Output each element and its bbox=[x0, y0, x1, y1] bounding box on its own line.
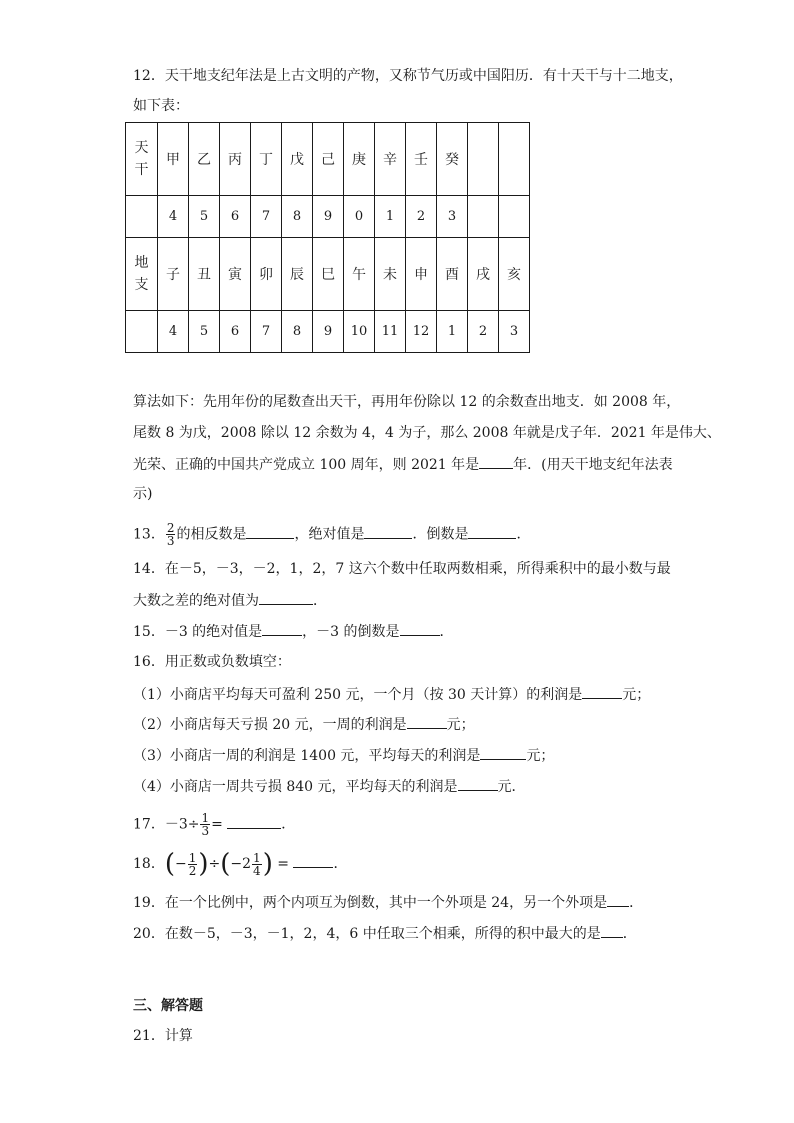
table-cell: 4 bbox=[158, 196, 189, 238]
q17-text: 17．－3÷ bbox=[133, 816, 200, 833]
q15-text: ． bbox=[439, 624, 454, 640]
q14-line-2 bbox=[133, 590, 327, 611]
section-heading: 三、解答题 bbox=[133, 998, 203, 1014]
q12-algo-3b: 年．(用天干地支纪年法表 bbox=[513, 457, 673, 473]
table-cell: 11 bbox=[375, 311, 406, 353]
q12-algo-line-4: 示) bbox=[133, 486, 153, 502]
fraction-denominator: 2 bbox=[188, 863, 197, 878]
table-cell: 丑 bbox=[189, 238, 220, 311]
fraction-denominator: 4 bbox=[253, 863, 261, 878]
table-cell-empty bbox=[126, 311, 158, 353]
paren: ) bbox=[198, 849, 209, 879]
paren: ( bbox=[164, 849, 175, 879]
table-cell: 2 bbox=[406, 196, 437, 238]
tiangan-label-2: 干 bbox=[134, 162, 149, 178]
answer-blank[interactable] bbox=[479, 454, 513, 469]
fraction bbox=[166, 522, 176, 547]
table-cell: 庚 bbox=[344, 123, 375, 196]
table-cell: 癸 bbox=[437, 123, 468, 196]
q20-text: ． bbox=[622, 926, 637, 942]
answer-blank[interactable] bbox=[407, 714, 447, 729]
table-cell: 己 bbox=[313, 123, 344, 196]
table-cell: 卯 bbox=[251, 238, 282, 311]
table-cell: 6 bbox=[220, 196, 251, 238]
table-cell: 戊 bbox=[282, 123, 313, 196]
table-cell: 丙 bbox=[220, 123, 251, 196]
fraction bbox=[200, 812, 210, 837]
table-cell: 10 bbox=[344, 311, 375, 353]
fraction-numerator: 2 bbox=[166, 521, 175, 535]
answer-blank[interactable] bbox=[607, 892, 629, 907]
paren: ) bbox=[262, 849, 273, 879]
answer-blank[interactable] bbox=[259, 590, 313, 605]
table-cell: 2 bbox=[468, 311, 499, 353]
table-cell: 巳 bbox=[313, 238, 344, 311]
q13-text: ．倒数是 bbox=[412, 526, 469, 543]
answer-blank[interactable] bbox=[458, 776, 498, 791]
q15-text: ，－3 的倒数是 bbox=[302, 624, 400, 640]
table-cell: 寅 bbox=[220, 238, 251, 311]
table-cell: 9 bbox=[313, 311, 344, 353]
fraction-numerator: 1 bbox=[201, 811, 210, 825]
dizhi-row bbox=[126, 238, 530, 311]
tiangan-label-1: 天 bbox=[134, 140, 149, 156]
q20-text: 20．在数－5，－3，－1，2，4，6 中任取三个相乘，所得的积中最大的是 bbox=[133, 926, 601, 942]
q16-item-unit: 元； bbox=[446, 717, 475, 733]
table-cell: 3 bbox=[437, 196, 468, 238]
table-cell: 壬 bbox=[406, 123, 437, 196]
q16-item-unit: 元． bbox=[497, 779, 526, 795]
table-cell bbox=[499, 196, 530, 238]
table-cell: 子 bbox=[158, 238, 189, 311]
minus-sign: − bbox=[174, 856, 187, 872]
fraction-numerator: 1 bbox=[253, 850, 261, 865]
q13-text: 的相反数是 bbox=[176, 526, 247, 543]
answer-blank[interactable] bbox=[468, 524, 516, 539]
table-cell bbox=[468, 196, 499, 238]
q13-text: ，绝对值是 bbox=[294, 526, 365, 543]
table-cell: 乙 bbox=[189, 123, 220, 196]
table-cell: 未 bbox=[375, 238, 406, 311]
fraction-denominator: 3 bbox=[201, 824, 210, 838]
fraction-denominator: 3 bbox=[166, 534, 175, 548]
table-cell: 0 bbox=[344, 196, 375, 238]
q18-num: 18． bbox=[133, 856, 165, 872]
equals-sign: = bbox=[277, 856, 290, 872]
q15-text: 15．－3 的绝对值是 bbox=[133, 624, 263, 640]
q13-line bbox=[133, 522, 530, 547]
q14-text: ． bbox=[313, 593, 327, 609]
answer-blank[interactable] bbox=[293, 853, 333, 868]
tiangan-label bbox=[126, 123, 158, 196]
answer-blank[interactable] bbox=[262, 621, 302, 636]
q17-text: ． bbox=[281, 816, 296, 833]
table-cell: 亥 bbox=[499, 238, 530, 311]
q16-title: 16．用正数或负数填空： bbox=[133, 654, 291, 670]
q19-text: ． bbox=[629, 895, 644, 911]
dizhi-label-1: 地 bbox=[134, 255, 149, 271]
q12-algo-line-2: 尾数 8 为戊，2008 除以 12 余数为 4，4 为子，那么 2008 年就是戊子年．2021 年是伟大、 bbox=[133, 425, 721, 441]
table-cell: 4 bbox=[158, 311, 189, 353]
answer-blank[interactable] bbox=[480, 745, 526, 760]
q20-line bbox=[133, 923, 637, 944]
table-cell: 3 bbox=[499, 311, 530, 353]
q12-algo-3a: 光荣、正确的中国共产党成立 100 周年，则 2021 年是 bbox=[133, 457, 480, 473]
q14-line-1: 14．在－5，－3，－2，1，2，7 这六个数中任取两数相乘，所得乘积中的最小数与最 bbox=[133, 561, 671, 577]
q16-item bbox=[133, 684, 650, 705]
q12-text-line-1: 12．天干地支纪年法是上古文明的产物，又称节气历或中国阳历．有十天干与十二地支， bbox=[133, 68, 683, 84]
table-cell: 7 bbox=[251, 311, 282, 353]
q21-line: 21．计算 bbox=[133, 1028, 193, 1044]
table-cell: 午 bbox=[344, 238, 375, 311]
dizhi-label-2: 支 bbox=[134, 277, 149, 293]
table-cell: 6 bbox=[220, 311, 251, 353]
table-cell: 丁 bbox=[251, 123, 282, 196]
table-cell: 5 bbox=[189, 196, 220, 238]
answer-blank[interactable] bbox=[246, 524, 294, 539]
q16-item-unit: 元； bbox=[622, 687, 651, 703]
ganzhi-table bbox=[125, 122, 530, 353]
table-cell: 12 bbox=[406, 311, 437, 353]
q16-item bbox=[133, 745, 554, 766]
dizhi-label bbox=[126, 238, 158, 311]
tiangan-row bbox=[126, 123, 530, 196]
q15-line bbox=[133, 621, 454, 642]
q12-algo-line-1: 算法如下：先用年份的尾数查出天干，再用年份除以 12 的余数查出地支．如 2008 年， bbox=[133, 394, 681, 410]
table-cell: 辰 bbox=[282, 238, 313, 311]
table-cell: 5 bbox=[189, 311, 220, 353]
q19-line bbox=[133, 892, 643, 913]
q16-item bbox=[133, 714, 475, 735]
tiangan-num-row bbox=[126, 196, 530, 238]
answer-blank[interactable] bbox=[227, 814, 281, 829]
fraction bbox=[188, 852, 198, 877]
dizhi-num-row bbox=[126, 311, 530, 353]
table-cell: 1 bbox=[437, 311, 468, 353]
q18-line bbox=[133, 851, 347, 877]
table-cell: 8 bbox=[282, 196, 313, 238]
table-cell-empty bbox=[126, 196, 158, 238]
table-cell: 1 bbox=[375, 196, 406, 238]
table-cell: 9 bbox=[313, 196, 344, 238]
answer-blank[interactable] bbox=[364, 524, 412, 539]
answer-blank[interactable] bbox=[400, 621, 440, 636]
table-cell: 酉 bbox=[437, 238, 468, 311]
q17-line bbox=[133, 812, 295, 837]
table-cell: 甲 bbox=[158, 123, 189, 196]
table-cell bbox=[499, 123, 530, 196]
fraction-numerator: 1 bbox=[188, 850, 197, 865]
q12-algo-line-3 bbox=[133, 454, 673, 475]
q13-text: ． bbox=[516, 526, 531, 543]
q14-text: 大数之差的绝对值为 bbox=[133, 593, 259, 609]
q16-item bbox=[133, 776, 526, 797]
q16-item-text: （1）小商店平均每天可盈利 250 元，一个月（按 30 天计算）的利润是 bbox=[133, 687, 583, 703]
divide-sign: ÷ bbox=[208, 856, 221, 872]
table-cell: 戌 bbox=[468, 238, 499, 311]
q12-text-line-2: 如下表： bbox=[133, 98, 189, 114]
q16-item-text: （3）小商店一周的利润是 1400 元，平均每天的利润是 bbox=[133, 748, 481, 764]
answer-blank[interactable] bbox=[582, 684, 622, 699]
mixed-number-whole: −2 bbox=[230, 856, 252, 872]
q19-text: 19．在一个比例中，两个内项互为倒数，其中一个外项是 24，另一个外项是 bbox=[133, 895, 608, 911]
q18-text: ． bbox=[333, 856, 348, 872]
table-cell bbox=[468, 123, 499, 196]
answer-blank[interactable] bbox=[601, 923, 623, 938]
equals-sign: = bbox=[211, 816, 223, 833]
table-cell: 申 bbox=[406, 238, 437, 311]
q16-item-text: （2）小商店每天亏损 20 元，一周的利润是 bbox=[133, 717, 407, 733]
q16-item-unit: 元； bbox=[526, 748, 555, 764]
fraction bbox=[252, 852, 262, 877]
table-cell: 辛 bbox=[375, 123, 406, 196]
q16-item-text: （4）小商店一周共亏损 840 元，平均每天的利润是 bbox=[133, 779, 458, 795]
paren: ( bbox=[220, 849, 231, 879]
table-cell: 8 bbox=[282, 311, 313, 353]
q13-num: 13． bbox=[133, 526, 165, 543]
table-cell: 7 bbox=[251, 196, 282, 238]
